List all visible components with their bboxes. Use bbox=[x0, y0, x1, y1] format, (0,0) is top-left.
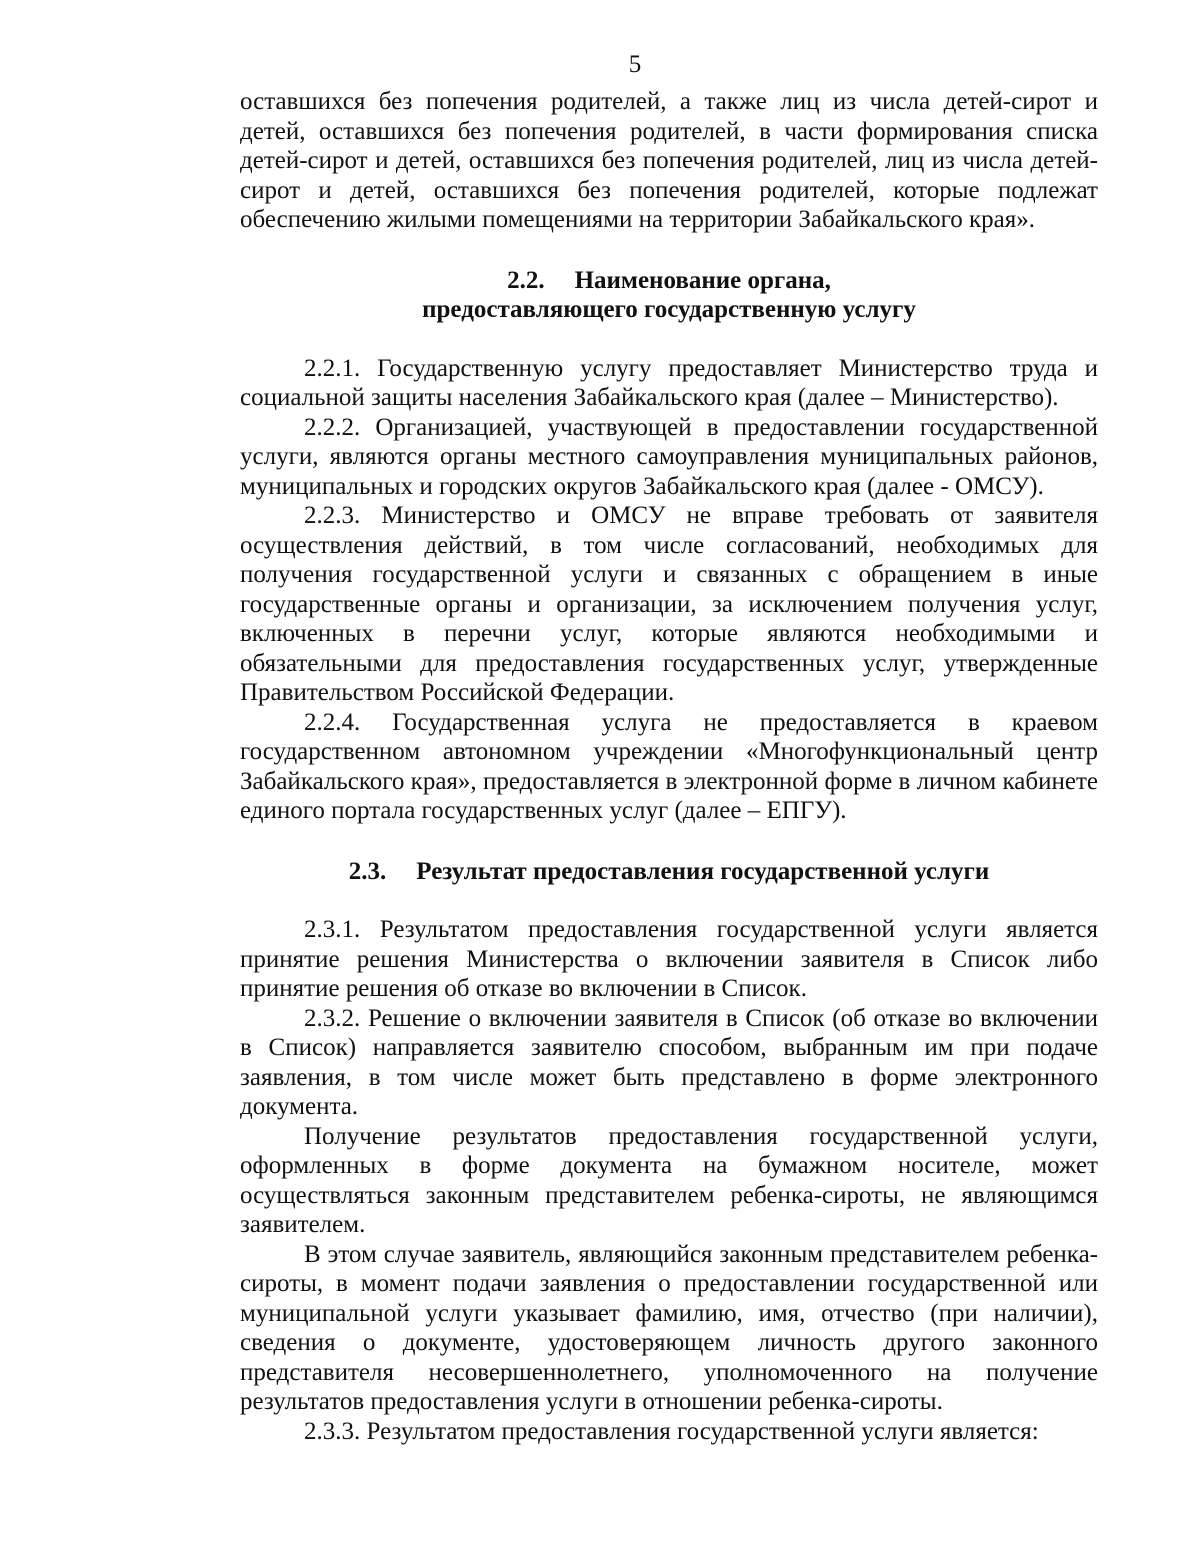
section-2-2-title: Наименование органа, bbox=[574, 266, 831, 294]
paragraph-2-2-1: 2.2.1. Государственную услугу предоставляет Министерство труда и социальной защиты населения Забайкальского края (далее – Министерство). bbox=[240, 354, 1098, 411]
spacer bbox=[240, 325, 1098, 354]
section-2-3-number: 2.3. bbox=[348, 857, 387, 885]
section-2-2-title-line2: предоставляющего государственную услугу bbox=[422, 296, 916, 323]
paragraph-2-2-2: 2.2.2. Организацией, участвующей в предоставлении государственной услуги, являются органы местного самоуправления муниципальных районов, муниципальных и городских округов Забайкальского края (далее - ОМСУ). bbox=[240, 413, 1098, 500]
section-2-2-heading bbox=[240, 266, 1098, 325]
paragraph-2-3-2-receipt: Получение результатов предоставления государственной услуги, оформленных в форме документа на бумажном носителе, может осуществляться законным представителем ребенка-сироты, не являющимся заявителем. bbox=[240, 1122, 1098, 1238]
spacer bbox=[240, 826, 1098, 857]
paragraph-2-3-2: 2.3.2. Решение о включении заявителя в Список (об отказе во включении в Список) направляется заявителю способом, выбранным им при подаче заявления, в том числе может быть представлено в форме электронного документа. bbox=[240, 1004, 1098, 1120]
intro-paragraph: оставшихся без попечения родителей, а также лиц из числа детей-сирот и детей, оставшихся без попечения родителей, в части формирования списка детей-сирот и детей, оставшихся без попечения родителей, лиц из числа детей-сирот и детей, оставшихся без попечения родителей, которые подлежат обеспечению жилыми помещениями на территории Забайкальского края». bbox=[240, 88, 1098, 233]
section-2-3-heading bbox=[240, 857, 1098, 887]
document-body bbox=[240, 87, 1098, 1446]
section-2-2-number: 2.2. bbox=[507, 266, 545, 294]
paragraph-2-3-3: 2.3.3. Результатом предоставления государственной услуги является: bbox=[304, 1417, 1039, 1445]
paragraph-2-3-2-representative: В этом случае заявитель, являющийся законным представителем ребенка-сироты, в момент подачи заявления о предоставлении государственной или муниципальной услуги указывает фамилию, имя, отчество (при наличии), сведения о документе, удостоверяющем личность другого законного представителя несовершеннолетнего, уполномоченного на получение результатов предоставления услуги в отношении ребенка-сироты. bbox=[240, 1240, 1098, 1415]
section-2-3-title: Результат предоставления государственной услуги bbox=[416, 857, 990, 885]
paragraph-2-2-4: 2.2.4. Государственная услуга не предоставляется в краевом государственном автономном учреждении «Многофункциональный центр Забайкальского края», предоставляется в электронной форме в личном кабинете единого портала государственных услуг (далее – ЕПГУ). bbox=[240, 708, 1098, 824]
spacer bbox=[240, 886, 1098, 915]
spacer bbox=[240, 235, 1098, 266]
paragraph-2-2-3: 2.2.3. Министерство и ОМСУ не вправе требовать от заявителя осуществления действий, в том числе согласований, необходимых для получения государственной услуги и связанных с обращением в иные государственные органы и организации, за исключением получения услуг, включенных в перечни услуг, которые являются необходимыми и обязательными для предоставления государственных услуг, утвержденные Правительством Российской Федерации. bbox=[240, 502, 1098, 706]
paragraph-2-3-1: 2.3.1. Результатом предоставления государственной услуги является принятие решения Министерства о включении заявителя в Список либо принятие решения об отказе во включении в Список. bbox=[240, 916, 1098, 1002]
section-2-2-title-line1 bbox=[240, 266, 1098, 296]
page-number: 5 bbox=[628, 51, 642, 78]
